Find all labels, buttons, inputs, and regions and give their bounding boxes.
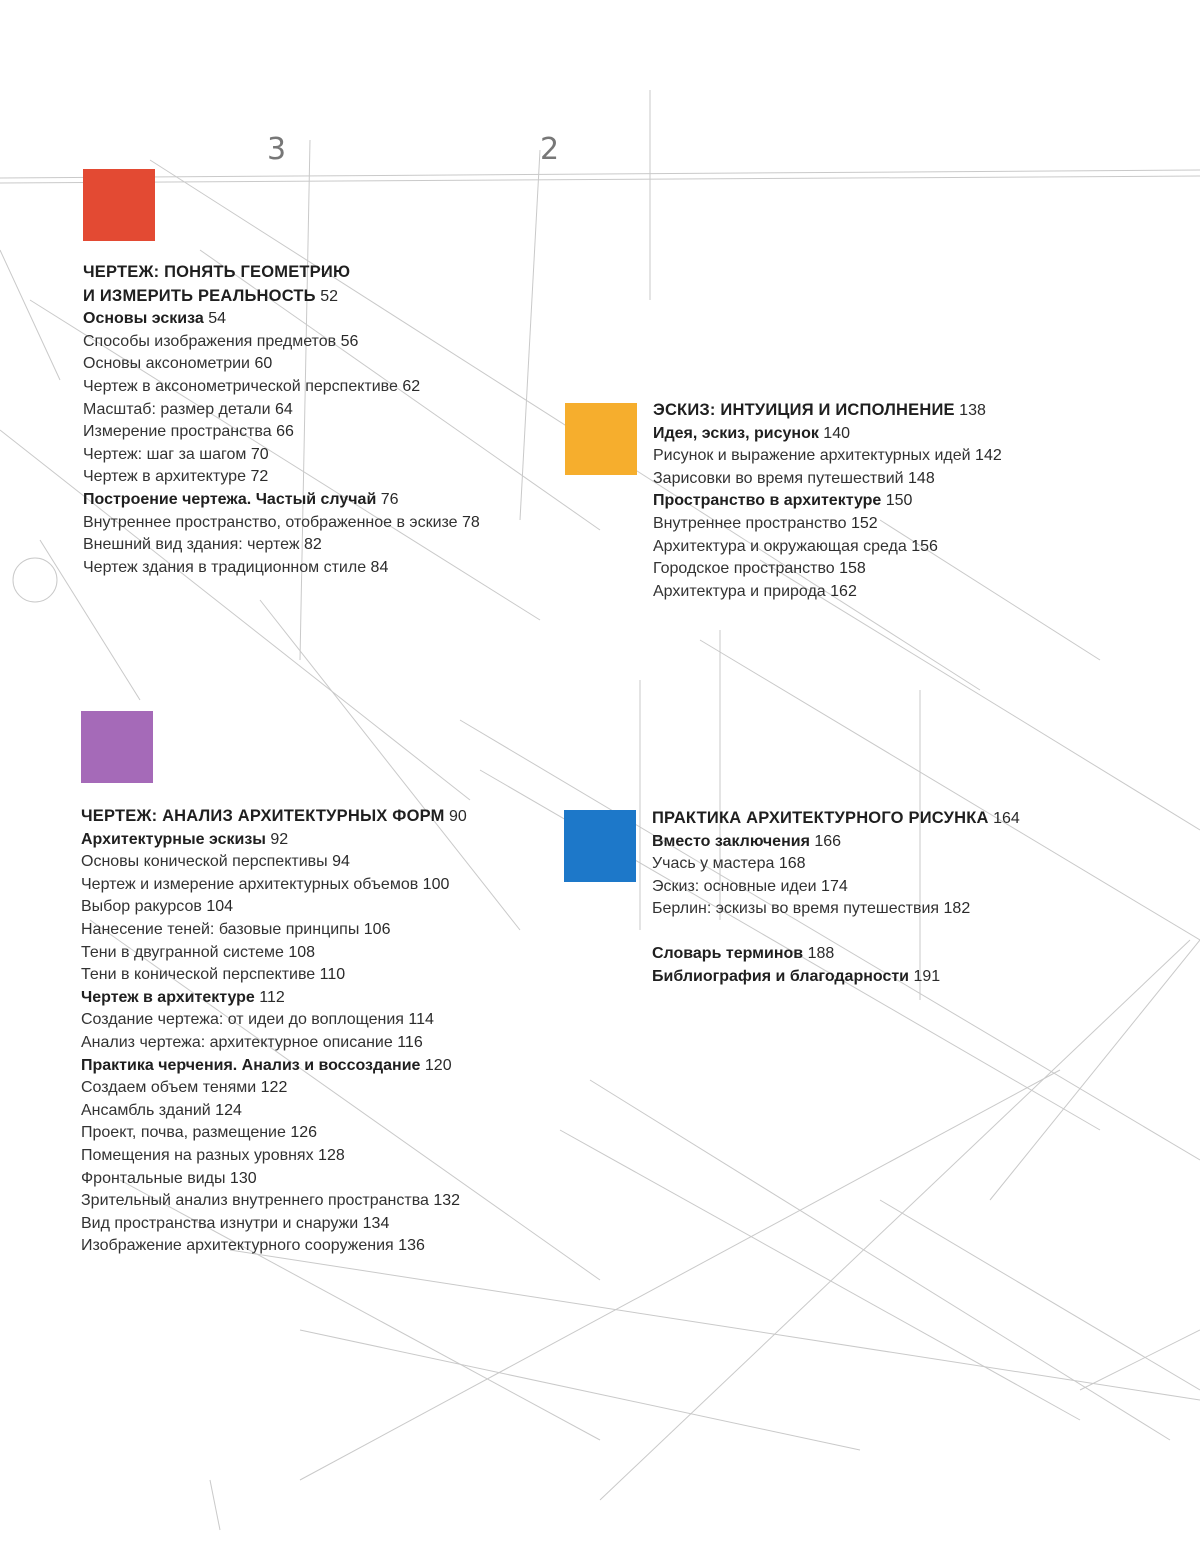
- toc-entry[interactable]: Фронтальные виды 130: [81, 1169, 257, 1187]
- toc-entry[interactable]: Чертеж в аксонометрической перспективе 62: [83, 377, 421, 395]
- purple-section-marker: [81, 711, 153, 783]
- toc-entry[interactable]: И ИЗМЕРИТЬ РЕАЛЬНОСТЬ 52: [83, 286, 338, 305]
- toc-entry[interactable]: ПРАКТИКА АРХИТЕКТУРНОГО РИСУНКА 164: [652, 809, 1020, 827]
- toc-entry[interactable]: Внешний вид здания: чертеж 82: [83, 536, 322, 554]
- red-section-marker: [83, 169, 155, 241]
- toc-entry[interactable]: Чертеж в архитектуре 112: [81, 988, 285, 1006]
- toc-entry[interactable]: Внутреннее пространство 152: [653, 514, 878, 532]
- toc-entry[interactable]: Проект, почва, размещение 126: [81, 1124, 318, 1142]
- toc-entry[interactable]: Берлин: эскизы во время путешествия 182: [652, 900, 971, 918]
- toc-entry[interactable]: ЧЕРТЕЖ: АНАЛИЗ АРХИТЕКТУРНЫХ ФОРМ 90: [81, 807, 467, 825]
- toc-entry[interactable]: Анализ чертежа: архитектурное описание 116: [81, 1033, 423, 1051]
- toc-entry[interactable]: Пространство в архитектуре 150: [653, 492, 913, 510]
- section-spacer: [652, 921, 1020, 943]
- toc-section-practice: [652, 807, 1020, 988]
- toc-entry[interactable]: Чертеж и измерение архитектурных объемов 100: [81, 875, 450, 893]
- toc-entry[interactable]: Измерение пространства 66: [83, 423, 294, 441]
- sketch-number-two: 2: [540, 132, 560, 167]
- toc-entry[interactable]: Практика черчения. Анализ и воссоздание 120: [81, 1056, 452, 1074]
- toc-entry[interactable]: Ансамбль зданий 124: [81, 1101, 242, 1119]
- blue-section-marker: [564, 810, 636, 882]
- toc-entry[interactable]: Изображение архитектурного сооружения 136: [81, 1237, 425, 1255]
- toc-section-analysis: [81, 805, 467, 1258]
- toc-section-geometry: [83, 261, 480, 579]
- toc-entry[interactable]: Библиография и благодарности 191: [652, 967, 941, 985]
- toc-entry[interactable]: Тени в двугранной системе 108: [81, 943, 316, 961]
- orange-section-marker: [565, 403, 637, 475]
- toc-entry[interactable]: Городское пространство 158: [653, 560, 866, 578]
- toc-entry[interactable]: Создание чертежа: от идеи до воплощения 114: [81, 1011, 434, 1029]
- toc-entry[interactable]: Архитектура и природа 162: [653, 582, 857, 600]
- toc-entry[interactable]: Словарь терминов 188: [652, 944, 835, 962]
- toc-entry[interactable]: Зарисовки во время путешествий 148: [653, 469, 935, 487]
- toc-entry[interactable]: Основы конической перспективы 94: [81, 853, 350, 871]
- toc-entry[interactable]: Способы изображения предметов 56: [83, 332, 359, 350]
- toc-entry[interactable]: Выбор ракурсов 104: [81, 898, 234, 916]
- toc-entry[interactable]: Эскиз: основные идеи 174: [652, 877, 848, 895]
- toc-entry[interactable]: Архитектура и окружающая среда 156: [653, 537, 938, 555]
- toc-entry[interactable]: Построение чертежа. Частый случай 76: [83, 490, 399, 508]
- toc-entry[interactable]: Помещения на разных уровнях 128: [81, 1146, 345, 1164]
- toc-entry[interactable]: Вид пространства изнутри и снаружи 134: [81, 1214, 390, 1232]
- toc-entry[interactable]: Рисунок и выражение архитектурных идей 142: [653, 447, 1002, 465]
- toc-entry[interactable]: Идея, эскиз, рисунок 140: [653, 424, 850, 442]
- toc-entry[interactable]: Учась у мастера 168: [652, 855, 806, 873]
- toc-entry[interactable]: Основы аксонометрии 60: [83, 355, 273, 373]
- toc-entry[interactable]: Чертеж: шаг за шагом 70: [83, 445, 269, 463]
- toc-entry[interactable]: Тени в конической перспективе 110: [81, 966, 346, 984]
- toc-entry[interactable]: Нанесение теней: базовые принципы 106: [81, 920, 391, 938]
- toc-entry[interactable]: Создаем объем тенями 122: [81, 1079, 288, 1097]
- toc-entry[interactable]: ЧЕРТЕЖ: ПОНЯТЬ ГЕОМЕТРИЮ: [83, 263, 351, 281]
- toc-entry[interactable]: Масштаб: размер детали 64: [83, 400, 293, 418]
- toc-entry[interactable]: Чертеж здания в традиционном стиле 84: [83, 558, 389, 576]
- sketch-number-three: 3: [267, 132, 287, 167]
- toc-entry[interactable]: Вместо заключения 166: [652, 832, 842, 850]
- toc-section-sketch: [653, 399, 1002, 603]
- toc-entry[interactable]: Основы эскиза 54: [83, 310, 226, 328]
- toc-entry[interactable]: Архитектурные эскизы 92: [81, 830, 289, 848]
- toc-entry[interactable]: Зрительный анализ внутреннего пространства 132: [81, 1192, 461, 1210]
- toc-entry[interactable]: ЭСКИЗ: ИНТУИЦИЯ И ИСПОЛНЕНИЕ 138: [653, 401, 986, 419]
- toc-entry[interactable]: Чертеж в архитектуре 72: [83, 468, 269, 486]
- toc-entry[interactable]: Внутреннее пространство, отображенное в эскизе 78: [83, 513, 480, 531]
